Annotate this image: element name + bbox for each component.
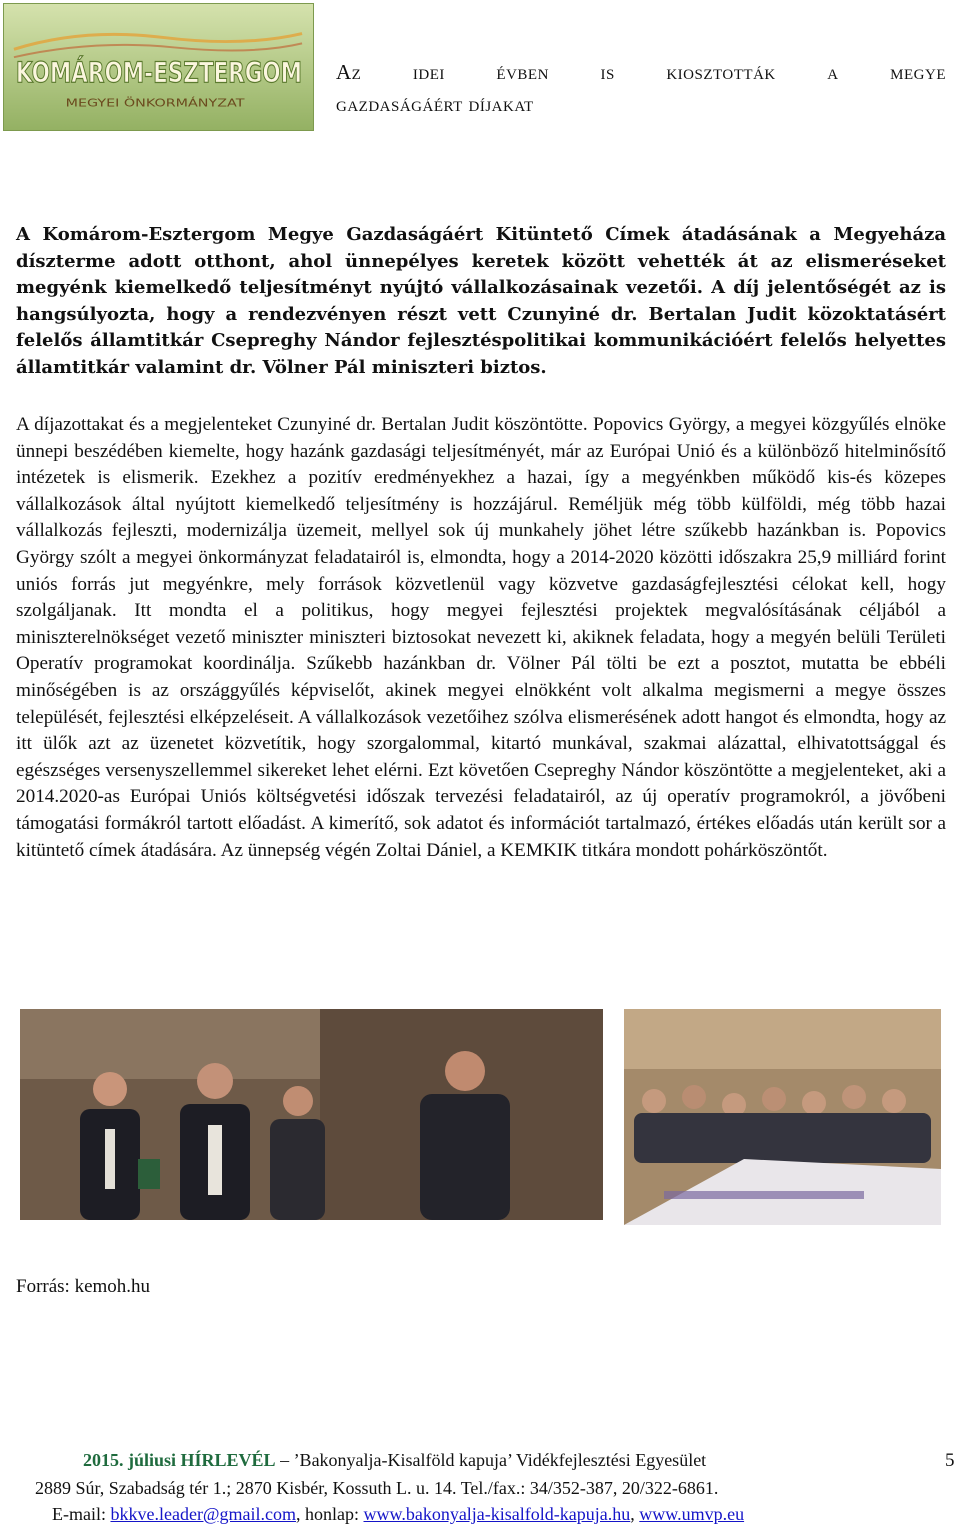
link-separator: , (630, 1504, 640, 1524)
organization-name: ’Bakonyalja-Kisalföld kapuja’ Vidékfejlesztési Egyesület (293, 1450, 707, 1470)
homepage-label: , honlap: (296, 1504, 364, 1524)
homepage-link[interactable]: www.bakonyalja-kisalfold-kapuja.hu (363, 1504, 631, 1524)
email-link[interactable]: bkkve.leader@gmail.com (110, 1504, 296, 1524)
footer-line-1 (83, 1450, 706, 1471)
umvp-link[interactable]: www.umvp.eu (639, 1504, 745, 1524)
newsletter-label: 2015. júliusi HÍRLEVÉL (83, 1450, 276, 1470)
email-label: E-mail: (52, 1504, 111, 1524)
county-logo (3, 3, 314, 131)
audience-photo (624, 1009, 941, 1225)
title-line-2: gazdaságáért díjakat (336, 92, 534, 116)
logo-graphic (4, 4, 313, 130)
logo-name: KOMÁROM-ESZTERGOM (15, 55, 303, 90)
article-title (336, 56, 946, 120)
footer-address: 2889 Súr, Szabadság tér 1.; 2870 Kisbér, Kossuth L. u. 14. Tel./fax.: 34/352-387, 20/322-6861. (35, 1478, 719, 1498)
title-line-1: Az idei évben is kiosztották a megye (336, 60, 946, 84)
page-number: 5 (945, 1450, 955, 1471)
footer-dash: – (275, 1450, 294, 1470)
footer-contact (52, 1504, 744, 1525)
article-lead: A Komárom-Esztergom Megye Gazdaságáért Kitüntető Címek átadásának a Megyeháza díszterme adott otthont, ahol ünnepélyes keretek között vehették át az elismeréseket megyénk kiemelkedő teljesítményt nyújtó vállalkozásainak vezetői. A díj jelentőségét az is hangsúlyozta, hogy a rendezvényen részt vett Czunyiné dr. Bertalan Judit közoktatásért felelős államtitkár Csepreghy Nándor fejlesztéspolitikai kommunikációért felelős helyettes államtitkár valamint dr. Völner Pál miniszteri biztos. (16, 224, 946, 378)
article-body: A díjazottakat és a megjelenteket Czunyiné dr. Bertalan Judit köszöntötte. Popovics György, a megyei közgyűlés elnöke ünnepi beszédében kiemelte, hogy hazánk gazdasági teljesítményét, már az Európai Unió és a különböző hitelminősítő intézetek is elismerik. Ezekhez a pozitív eredményekhez a hazai, így a megyénkben működő kis-és közepes vállalkozások által nyújtott kiemelkedő teljesítmény is hozzájárul. Reméljük még több külföldi, még több hazai vállalkozás fejleszti, modernizálja üzemeit, mellyel sok új munkahely jöhet létre szűkebb hazánkban is. Popovics György szólt a megyei önkormányzat feladatairól is, elmondta, hogy a 2014-2020 közötti időszakra 25,9 milliárd forint uniós forrás jut megyénkre, mely források közvetlenül vagy közvetve gazdaságfejlesztési célokat kell, hogy szolgáljanak. Itt mondta el a politikus, hogy megyei fejlesztési projektek megvalósításának céljából a miniszterelnökséget vezető miniszter miniszteri biztosokat nevezett ki, akiknek feladata, hogy a megyén belüli Területi Operatív programokat koordinálja. Szűkebb hazánkban dr. Völner Pál tölti be ezt a posztot, mutatta be ebbéli minőségében is az országgyűlés képviselőt, akinek megyei elnökként volt alkalma megismerni a megye összes települését, fejlesztési elképzeléseit. A vállalkozások vezetőihez szólva elismerésének adott hangot és elmondta, hogy az itt ülők azt az üzenetet közvetítik, hogy szorgalommal, kitartó munkával, szakmai alázattal, elhivatottsággal és egészséges versenyszellemmel sikereket lehet elérni. Ezt követően Csepreghy Nándor köszöntötte a megjelenteket, aki a 2014.2020-as Európai Uniós költségvetési időszak tervezési feladatairól, az új operatív programokról, a jövőbeni támogatási formákról tartott előadást. A kimerítő, sok adatot és információt tartalmazó, értékes előadás után került sor a kitüntető címek átadására. Az ünnepség végén Zoltai Dániel, a KEMKIK titkára mondott pohárköszöntőt. (16, 414, 946, 861)
logo-subtitle: MEGYEI ÖNKORMÁNYZAT (65, 96, 245, 110)
award-ceremony-photo (20, 1009, 603, 1220)
source-note: Forrás: kemoh.hu (16, 1276, 151, 1297)
